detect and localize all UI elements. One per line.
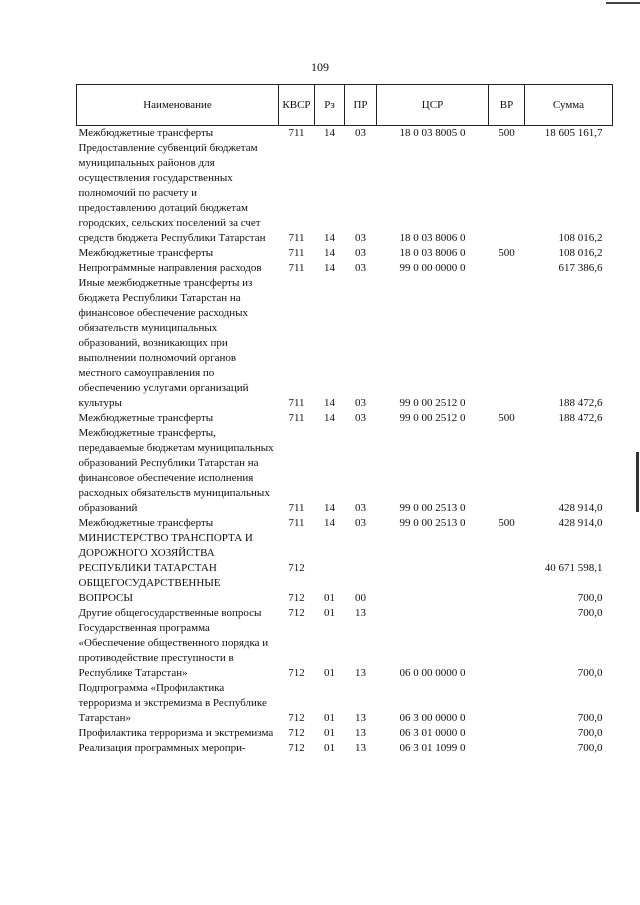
- row-csr: [377, 531, 489, 576]
- row-rz: 01: [324, 727, 335, 739]
- header-rz: Рз: [315, 85, 345, 126]
- row-sum: 700,0: [577, 727, 603, 739]
- row-pr: 03: [355, 412, 366, 424]
- table-row: [77, 276, 613, 411]
- header-vr: ВР: [489, 85, 525, 126]
- row-pr: 03: [355, 247, 366, 259]
- row-sum: 700,0: [577, 712, 603, 724]
- row-rz: 14: [324, 247, 335, 259]
- row-kvsr: 711: [288, 247, 305, 259]
- row-csr: 99 0 00 2513 0: [399, 502, 466, 514]
- budget-table: [76, 84, 613, 756]
- row-vr: [489, 681, 525, 726]
- row-rz: 01: [324, 742, 335, 754]
- table-row: [77, 576, 613, 606]
- row-kvsr: 712: [288, 592, 305, 604]
- row-pr: 13: [355, 727, 366, 739]
- row-pr: 03: [355, 502, 366, 514]
- row-kvsr: 711: [288, 127, 305, 139]
- table-row: [77, 516, 613, 531]
- row-name: Иные межбюджетные трансферты из бюджета Республики Татарстан на финансовое обеспечение расходных обязательств муниципальных образований, возникающих при выполнении полномочий органов местного самоуправления по обеспечению услугами организаций культуры: [78, 277, 253, 409]
- row-vr: [489, 141, 525, 246]
- row-pr: [345, 531, 377, 576]
- row-pr: 03: [355, 127, 366, 139]
- row-kvsr: 711: [288, 232, 305, 244]
- row-name: Предоставление субвенций бюджетам муниципальных районов для осуществления государственных полномочий по расчету и предоставлению дотаций бюджетам городских, сельских поселений за счет средств бюджета Республики Татарстан: [78, 142, 266, 244]
- row-kvsr: 711: [288, 517, 305, 529]
- row-sum: 108 016,2: [558, 247, 603, 259]
- table-row: [77, 741, 613, 756]
- row-sum: 700,0: [577, 607, 603, 619]
- row-pr: 13: [355, 712, 366, 724]
- table-row: [77, 411, 613, 426]
- row-sum: 428 914,0: [558, 517, 603, 529]
- row-sum: 700,0: [577, 667, 603, 679]
- row-sum: 188 472,6: [558, 397, 603, 409]
- row-rz: 14: [324, 262, 335, 274]
- row-name: Непрограммные направления расходов: [78, 262, 262, 274]
- row-vr: 500: [498, 517, 515, 529]
- row-kvsr: 712: [288, 607, 305, 619]
- row-pr: 03: [355, 232, 366, 244]
- row-kvsr: 711: [288, 502, 305, 514]
- scan-artifact-edge: [636, 452, 639, 512]
- row-vr: [489, 531, 525, 576]
- row-rz: 01: [324, 712, 335, 724]
- row-csr: 99 0 00 2513 0: [399, 517, 466, 529]
- row-pr: 13: [355, 667, 366, 679]
- row-name: Межбюджетные трансферты, передаваемые бюджетам муниципальных образований Республики Татарстан на финансовое обеспечение исполнения расходных обязательств муниципальных образований: [78, 427, 274, 514]
- row-pr: 13: [355, 742, 366, 754]
- row-name: Межбюджетные трансферты: [78, 247, 214, 259]
- row-csr: 18 0 03 8005 0: [399, 127, 466, 139]
- row-csr: 06 0 00 0000 0: [399, 667, 466, 679]
- table-body: [77, 126, 613, 757]
- table-row: [77, 531, 613, 576]
- row-rz: 01: [324, 667, 335, 679]
- header-kvsr: КВСР: [279, 85, 315, 126]
- row-sum: 428 914,0: [558, 502, 603, 514]
- row-pr: 03: [355, 262, 366, 274]
- row-rz: 01: [324, 607, 335, 619]
- row-sum: 18 605 161,7: [544, 127, 603, 139]
- table-header: [77, 85, 613, 126]
- row-sum: 700,0: [577, 592, 603, 604]
- row-kvsr: 712: [288, 727, 305, 739]
- row-kvsr: 712: [288, 742, 305, 754]
- row-name: Другие общегосударственные вопросы: [78, 607, 262, 619]
- table-row: [77, 621, 613, 681]
- row-name: Реализация программных меропри-: [78, 742, 246, 754]
- row-kvsr: 711: [288, 412, 305, 424]
- row-name: Межбюджетные трансферты: [78, 127, 214, 139]
- row-csr: 18 0 03 8006 0: [399, 247, 466, 259]
- table-row: [77, 126, 613, 142]
- row-pr: 03: [355, 517, 366, 529]
- row-vr: [489, 726, 525, 741]
- table-row: [77, 726, 613, 741]
- row-csr: 06 3 00 0000 0: [399, 712, 466, 724]
- page-number: 109: [311, 60, 329, 74]
- row-vr: 500: [498, 412, 515, 424]
- row-rz: 14: [324, 517, 335, 529]
- row-kvsr: 711: [288, 262, 305, 274]
- row-vr: 500: [498, 127, 515, 139]
- scan-artifact-top: [606, 2, 640, 7]
- row-vr: [489, 576, 525, 606]
- row-pr: 00: [355, 592, 366, 604]
- row-rz: 14: [324, 502, 335, 514]
- table-row: [77, 606, 613, 621]
- row-csr: 99 0 00 2512 0: [399, 397, 466, 409]
- row-sum: 108 016,2: [558, 232, 603, 244]
- row-vr: [489, 741, 525, 756]
- row-name: ОБЩЕГОСУДАРСТВЕННЫЕ ВОПРОСЫ: [78, 577, 221, 604]
- row-name: МИНИСТЕРСТВО ТРАНСПОРТА И ДОРОЖНОГО ХОЗЯЙСТВА РЕСПУБЛИКИ ТАТАРСТАН: [78, 532, 253, 574]
- row-sum: 40 671 598,1: [544, 562, 603, 574]
- row-kvsr: 711: [288, 397, 305, 409]
- row-sum: 700,0: [577, 742, 603, 754]
- header-sum: Сумма: [525, 85, 613, 126]
- row-vr: [489, 276, 525, 411]
- row-rz: 14: [324, 397, 335, 409]
- header-pr: ПР: [345, 85, 377, 126]
- row-rz: [315, 531, 345, 576]
- row-csr: 06 3 01 1099 0: [399, 742, 466, 754]
- row-sum: 617 386,6: [558, 262, 603, 274]
- row-name: Межбюджетные трансферты: [78, 412, 214, 424]
- row-rz: 01: [324, 592, 335, 604]
- row-kvsr: 712: [288, 667, 305, 679]
- row-sum: 188 472,6: [558, 412, 603, 424]
- header-csr: ЦСР: [377, 85, 489, 126]
- row-vr: [489, 261, 525, 276]
- row-vr: [489, 621, 525, 681]
- row-csr: [377, 576, 489, 606]
- row-name: Государственная программа «Обеспечение общественного порядка и противодействие преступности в Республике Татарстан»: [78, 622, 269, 679]
- table-row: [77, 246, 613, 261]
- table-row: [77, 141, 613, 246]
- row-csr: [377, 606, 489, 621]
- row-rz: 14: [324, 412, 335, 424]
- row-csr: 99 0 00 0000 0: [399, 262, 466, 274]
- row-kvsr: 712: [288, 712, 305, 724]
- row-name: Профилактика терроризма и экстремизма: [78, 727, 274, 739]
- row-vr: [489, 426, 525, 516]
- table-row: [77, 426, 613, 516]
- table-row: [77, 681, 613, 726]
- row-pr: 03: [355, 397, 366, 409]
- header-name: Наименование: [77, 85, 279, 126]
- row-csr: 06 3 01 0000 0: [399, 727, 466, 739]
- row-vr: [489, 606, 525, 621]
- row-csr: 99 0 00 2512 0: [399, 412, 466, 424]
- row-vr: 500: [498, 247, 515, 259]
- row-csr: 18 0 03 8006 0: [399, 232, 466, 244]
- row-rz: 14: [324, 127, 335, 139]
- row-pr: 13: [355, 607, 366, 619]
- table-row: [77, 261, 613, 276]
- row-rz: 14: [324, 232, 335, 244]
- row-name: Межбюджетные трансферты: [78, 517, 214, 529]
- row-name: Подпрограмма «Профилактика терроризма и экстремизма в Республике Татарстан»: [78, 682, 267, 724]
- row-kvsr: 712: [288, 562, 305, 574]
